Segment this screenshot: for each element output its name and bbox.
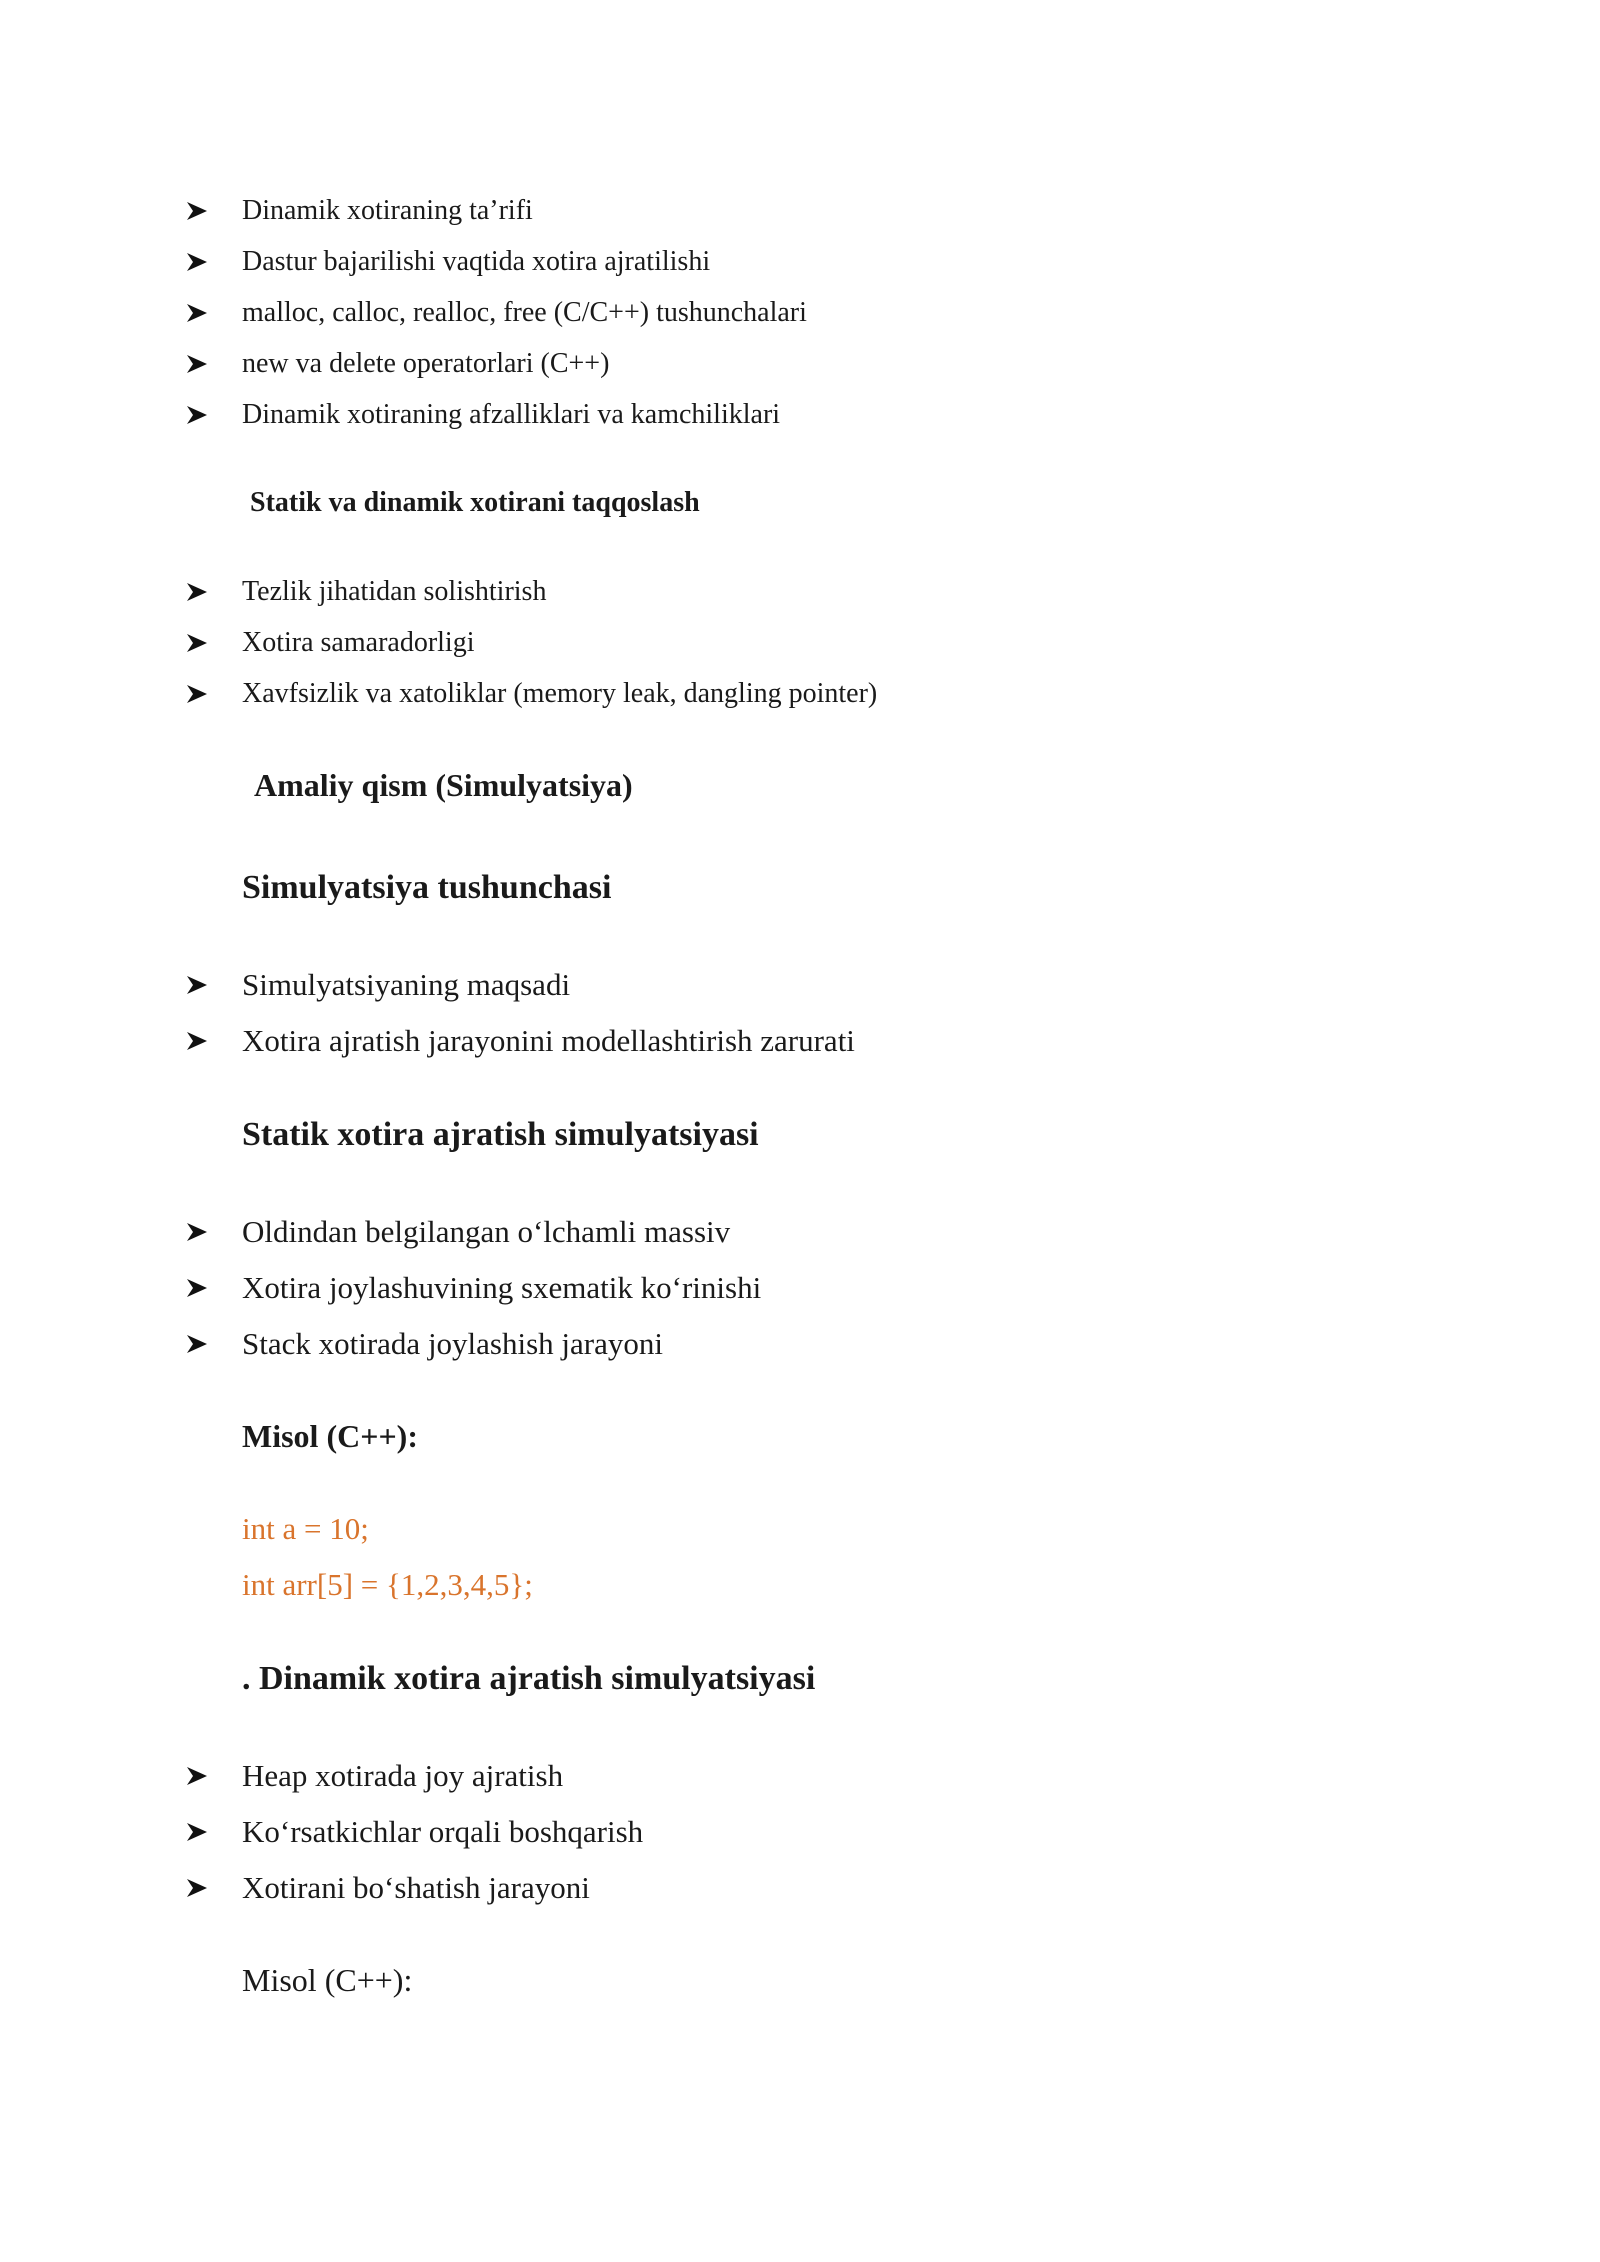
arrowhead-bullet-icon (185, 1876, 209, 1900)
arrowhead-bullet-icon (185, 631, 209, 655)
list-item (185, 576, 546, 608)
arrowhead-bullet-icon (185, 1820, 209, 1844)
arrowhead-bullet-icon (185, 973, 209, 997)
list-item-text: Oldindan belgilangan o‘lchamli massiv (242, 1214, 731, 1249)
list-item (185, 627, 474, 659)
list-item (185, 1214, 730, 1250)
list-item-text: malloc, calloc, realloc, free (C/C++) tushunchalari (242, 297, 807, 328)
arrowhead-bullet-icon (185, 199, 209, 223)
arrowhead-bullet-icon (185, 250, 209, 274)
list-item-text: Stack xotirada joylashish jarayoni (242, 1326, 663, 1361)
list-item-text: Dinamik xotiraning afzalliklari va kamchiliklari (242, 399, 781, 430)
list-item (185, 246, 710, 278)
arrowhead-bullet-icon (185, 580, 209, 604)
example-label: Misol (C++): (242, 1418, 418, 1454)
code-line: int a = 10; (242, 1511, 369, 1546)
list-item-text: Tezlik jihatidan solishtirish (242, 576, 547, 607)
arrowhead-bullet-icon (185, 1332, 209, 1356)
list-item-text: Xotira joylashuvining sxematik ko‘rinishi (242, 1270, 762, 1305)
list-item (185, 1870, 590, 1906)
list-item-text: Simulyatsiyaning maqsadi (242, 967, 571, 1002)
list-item (185, 348, 609, 380)
section-heading: Amaliy qism (Simulyatsiya) (254, 767, 633, 803)
list-item (185, 678, 877, 710)
list-item (185, 1758, 563, 1794)
list-item (185, 1270, 761, 1306)
arrowhead-bullet-icon (185, 301, 209, 325)
list-item (185, 1023, 855, 1059)
list-item-text: Heap xotirada joy ajratish (242, 1758, 564, 1793)
list-item-text: Xavfsizlik va xatoliklar (memory leak, dangling pointer) (242, 678, 878, 709)
arrowhead-bullet-icon (185, 1029, 209, 1053)
list-item (185, 195, 533, 227)
section-heading: Simulyatsiya tushunchasi (242, 869, 612, 906)
list-item (185, 967, 570, 1003)
arrowhead-bullet-icon (185, 1764, 209, 1788)
section-heading: Statik xotira ajratish simulyatsiyasi (242, 1116, 759, 1153)
list-item (185, 399, 780, 431)
list-item (185, 1326, 663, 1362)
list-item-text: Xotira samaradorligi (242, 627, 475, 658)
list-item-text: Dinamik xotiraning ta’rifi (242, 195, 533, 226)
list-item-text: Dastur bajarilishi vaqtida xotira ajratilishi (242, 246, 711, 277)
section-heading: . Dinamik xotira ajratish simulyatsiyasi (242, 1660, 816, 1697)
example-label: Misol (C++): (242, 1962, 413, 1998)
arrowhead-bullet-icon (185, 1276, 209, 1300)
code-line: int arr[5] = {1,2,3,4,5}; (242, 1567, 533, 1602)
list-item-text: Xotira ajratish jarayonini modellashtirish zarurati (242, 1023, 855, 1058)
list-item-text: Xotirani bo‘shatish jarayoni (242, 1870, 590, 1905)
arrowhead-bullet-icon (185, 682, 209, 706)
list-item (185, 297, 807, 329)
section-heading: Statik va dinamik xotirani taqqoslash (250, 487, 700, 518)
arrowhead-bullet-icon (185, 352, 209, 376)
list-item-text: new va delete operatorlari (C++) (242, 348, 610, 379)
list-item (185, 1814, 643, 1850)
arrowhead-bullet-icon (185, 403, 209, 427)
list-item-text: Ko‘rsatkichlar orqali boshqarish (242, 1814, 644, 1849)
arrowhead-bullet-icon (185, 1220, 209, 1244)
